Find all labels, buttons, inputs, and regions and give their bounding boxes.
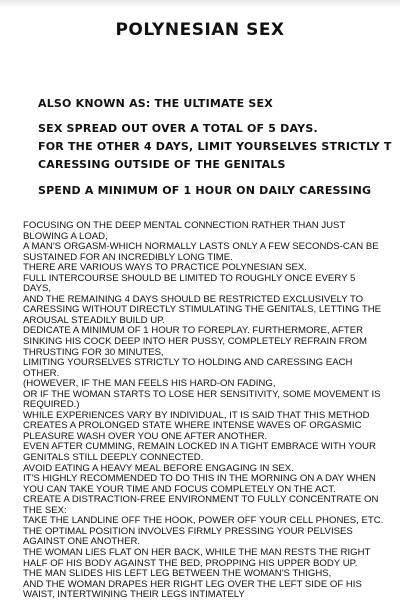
body-line: THERE ARE VARIOUS WAYS TO PRACTICE POLYNESIAN SEX. bbox=[23, 263, 307, 274]
body-line: EVEN AFTER CUMMING, REMAIN LOCKED IN A TIGHT EMBRACE WITH YOUR bbox=[23, 442, 376, 453]
body-line: AND THE WOMAN DRAPES HER RIGHT LEG OVER THE LEFT SIDE OF HIS bbox=[23, 579, 362, 590]
body-line: CREATES A PROLONGED STATE WHERE INTENSE WAVES OF ORGASMIC bbox=[23, 421, 362, 432]
body-line: GENITALS STILL DEEPLY CONNECTED. bbox=[23, 453, 204, 464]
body-line: CREATE A DISTRACTION-FREE ENVIRONMENT TO FULLY CONCENTRATE ON bbox=[23, 495, 379, 506]
page-title: POLYNESIAN SEX bbox=[115, 20, 285, 40]
headline-other-four-days: FOR THE OTHER 4 DAYS, LIMIT YOURSELVES STRICTLY T bbox=[38, 140, 392, 153]
body-line: YOU CAN TAKE YOUR TIME AND FOCUS COMPLETELY ON THE ACT. bbox=[23, 484, 336, 495]
body-line: CARESSING WITHOUT DIRECTLY STIMULATING THE GENITALS, LETTING THE bbox=[23, 305, 382, 316]
headline-also-known-as: ALSO KNOWN AS: THE ULTIMATE SEX bbox=[38, 97, 273, 110]
body-line: PLEASURE WASH OVER YOU ONE AFTER ANOTHER. bbox=[23, 431, 268, 442]
body-line: FOCUSING ON THE DEEP MENTAL CONNECTION RATHER THAN JUST bbox=[23, 221, 346, 231]
body-line: THRUSTING FOR 30 MINUTES, bbox=[23, 347, 164, 358]
body-line: HALF OF HIS BODY AGAINST THE BED, PROPPING HIS UPPER BODY UP. bbox=[23, 558, 358, 569]
body-line: SINKING HIS COCK DEEP INTO HER PUSSY, COMPLETELY REFRAIN FROM bbox=[23, 337, 368, 348]
body-line: A MAN'S ORGASM-WHICH NORMALLY LASTS ONLY A FEW SECONDS-CAN BE bbox=[23, 242, 379, 253]
headline-caressing-outside: CARESSING OUTSIDE OF THE GENITALS bbox=[38, 158, 286, 171]
body-line: AGAINST ONE ANOTHER. bbox=[23, 537, 141, 548]
body-line: REQUIRED.) bbox=[23, 400, 80, 411]
body-line: BLOWING A LOAD, bbox=[23, 231, 108, 242]
body-line: OTHER. bbox=[23, 368, 60, 379]
body-line: (HOWEVER, IF THE MAN FEELS HIS HARD-ON FADING, bbox=[23, 379, 276, 390]
body-line: DEDICATE A MINIMUM OF 1 HOUR TO FOREPLAY. FURTHERMORE, AFTER bbox=[23, 326, 364, 337]
headline-daily-caressing: SPEND A MINIMUM OF 1 HOUR ON DAILY CARESSING bbox=[38, 184, 372, 197]
body-line: LIMITING YOURSELVES STRICTLY TO HOLDING AND CARESSING EACH bbox=[23, 358, 353, 369]
body-line: DAYS, bbox=[23, 284, 52, 295]
body-line: TAKE THE LANDLINE OFF THE HOOK, POWER OFF YOUR CELL PHONES, ETC. bbox=[23, 516, 384, 527]
body-line: IT'S HIGHLY RECOMMENDED TO DO THIS IN THE MORNING ON A DAY WHEN bbox=[23, 474, 376, 485]
body-line: THE WOMAN LIES FLAT ON HER BACK, WHILE THE MAN RESTS THE RIGHT bbox=[23, 547, 371, 558]
body-line: THE MAN SLIDES HIS LEFT LEG BETWEEN THE WOMAN'S THIGHS, bbox=[23, 569, 332, 580]
body-line: FULL INTERCOURSE SHOULD BE LIMITED TO ROUGHLY ONCE EVERY 5 bbox=[23, 273, 356, 284]
page-top-edge bbox=[0, 0, 400, 8]
body-line: AND THE REMAINING 4 DAYS SHOULD BE RESTRICTED EXCLUSIVELY TO bbox=[23, 294, 364, 305]
body-line: THE SEX: bbox=[23, 505, 67, 516]
body-line: AVOID EATING A HEAVY MEAL BEFORE ENGAGING IN SEX. bbox=[23, 463, 294, 474]
body-line: WHILE EXPERIENCES VARY BY INDIVIDUAL, IT IS SAID THAT THIS METHOD bbox=[23, 410, 370, 421]
headline-five-days: SEX SPREAD OUT OVER A TOTAL OF 5 DAYS. bbox=[38, 122, 318, 135]
body-text bbox=[23, 221, 400, 601]
body-line: SUSTAINED FOR AN INCREDIBLY LONG TIME. bbox=[23, 252, 233, 263]
body-line: WAIST, INTERTWINING THEIR LEGS INTIMATELY bbox=[23, 590, 245, 601]
body-line: OR IF THE WOMAN STARTS TO LOSE HER SENSITIVITY, SOME MOVEMENT IS bbox=[23, 389, 381, 400]
body-line: AROUSAL STEADILY BUILD UP. bbox=[23, 315, 166, 326]
body-line: THE OPTIMAL POSITION INVOLVES FIRMLY PRESSING YOUR PELVISES bbox=[23, 526, 353, 537]
